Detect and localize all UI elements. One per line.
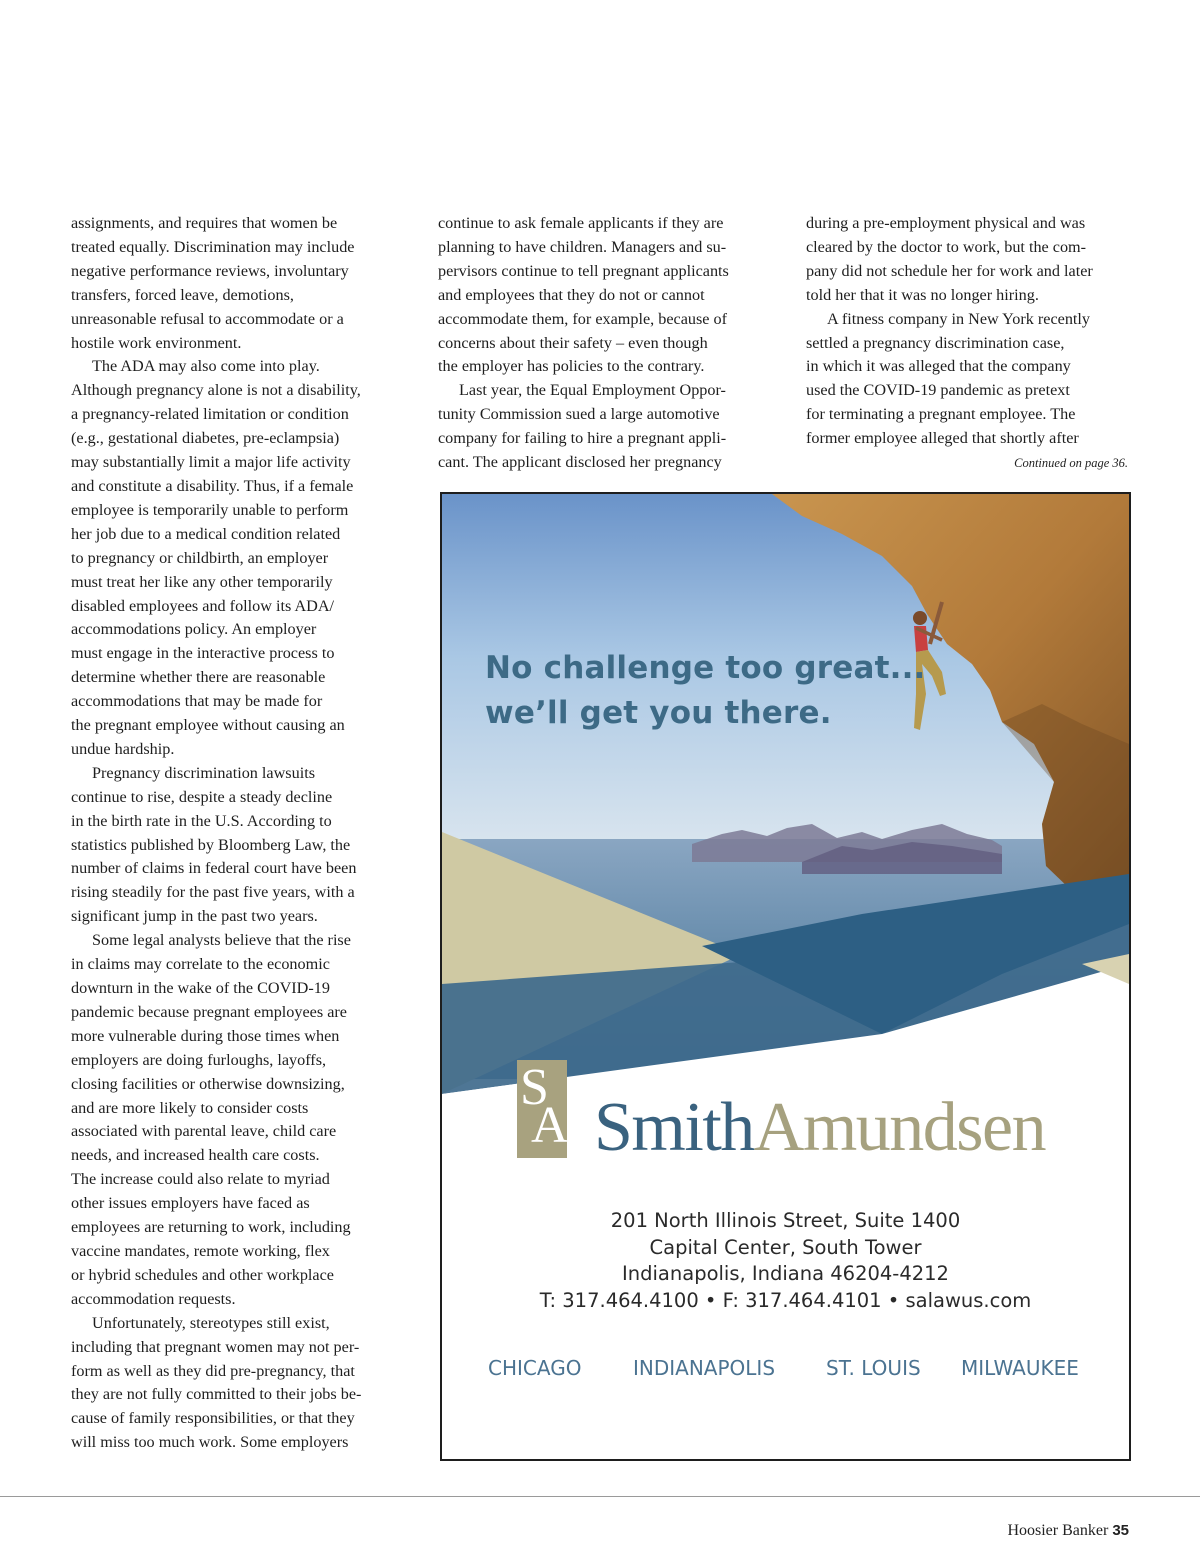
paragraph: assignments, and requires that women be treated equally. Discrimination may include negative performance reviews, involuntary transfers, forced leave, demotions, unreasonable refusal to accommodate or a hostile work environment. [71, 214, 355, 352]
city-st-louis: ST. LOUIS [826, 1356, 921, 1380]
address-line-contact: T: 317.464.4100 • F: 317.464.4101 • salawus.com [539, 1288, 1032, 1312]
ad-address [442, 1208, 1129, 1314]
city-milwaukee: MILWAUKEE [961, 1356, 1079, 1380]
continued-note: Continued on page 36. [1014, 456, 1128, 470]
paragraph: Unfortunately, stereotypes still exist, including that pregnant women may not per- form as well as they did pre-pregnancy, that they are not fully committed to their jobs be- cause of family responsibilities, or that they will miss too much work. Some employers [71, 1313, 362, 1452]
paragraph: Pregnancy discrimination lawsuits continue to rise, despite a steady decline in the birth rate in the U.S. According to statistics published by Bloomberg Law, the number of claims in federal court have been rising steadily for the past five years, with a significant jump in the past two years. [71, 763, 357, 926]
paragraph: continue to ask female applicants if they are planning to have children. Managers and su- pervisors continue to tell pregnant applicants and employees that they do not or cannot accommodate them, for example, because of concerns about their safety – even though the employer has policies to the contrary. [438, 214, 729, 376]
footer-rule [0, 1496, 1200, 1497]
page-number: 35 [1112, 1522, 1129, 1539]
article-column-3 [806, 212, 1136, 451]
sa-logo-mark [517, 1060, 567, 1158]
ad-background-illustration [442, 494, 1129, 1459]
article-column-2 [438, 212, 778, 475]
paragraph: The ADA may also come into play. Although pregnancy alone is not a disability, a pregnancy-related limitation or condition (e.g., gestational diabetes, pre-eclampsia) may substantially limit a major life activity and constitute a disability. Thus, if a female employee is temporarily unable to perform her job due to a medical condition related to pregnancy or childbirth, an employer must treat her like any other temporarily disabled employees and follow its ADA/ accommodations policy. An employer must engage in the interactive process to determine whether there are reasonable accommodations that may be made for the pregnant employee without causing an undue hardship. [71, 357, 361, 758]
city-chicago: CHICAGO [488, 1356, 582, 1380]
page-folio [1007, 1522, 1129, 1540]
logo-initial-a: A [531, 1097, 569, 1154]
publication-name: Hoosier Banker [1007, 1522, 1109, 1539]
paragraph: A fitness company in New York recently settled a pregnancy discrimination case, in which it was alleged that the company used the COVID-19 pandemic as pretext for terminating a pregnant employee. The former employee alleged that shortly after [806, 309, 1091, 448]
paragraph: Last year, the Equal Employment Oppor- tunity Commission sued a large automotive company for failing to hire a pregnant appli- cant. The applicant disclosed her pregnancy [438, 381, 727, 472]
logo-word-amundsen: Amundsen [753, 1089, 1046, 1166]
address-line-street: 201 North Illinois Street, Suite 1400 [610, 1209, 961, 1232]
logo-initial-s: S [520, 1059, 549, 1116]
address-line-city: Indianapolis, Indiana 46204-4212 [622, 1262, 949, 1285]
ad-headline: No challenge too great... we’ll get you there. [485, 650, 926, 731]
logo-word-smith: Smith [594, 1089, 754, 1166]
article-column-1 [71, 212, 401, 1455]
smithamundsen-logo [594, 1090, 1045, 1166]
paragraph: during a pre-employment physical and was cleared by the doctor to work, but the com- pany did not schedule her for work and later told her that it was no longer hiring. [806, 214, 1093, 304]
smithamundsen-advertisement [440, 492, 1131, 1461]
paragraph: Some legal analysts believe that the rise in claims may correlate to the economic downturn in the wake of the COVID-19 pandemic because pregnant employees are more vulnerable during those times when employers are doing furloughs, layoffs, closing facilities or otherwise downsizing, and are more likely to consider costs associated with parental leave, child care needs, and increased health care costs. The increase could also relate to myriad other issues employers have faced as employees are returning to work, including vaccine mandates, remote working, flex or hybrid schedules and other workplace accommodation requests. [71, 931, 351, 1308]
address-line-building: Capital Center, South Tower [649, 1235, 922, 1259]
city-indianapolis: INDIANAPOLIS [633, 1356, 776, 1380]
